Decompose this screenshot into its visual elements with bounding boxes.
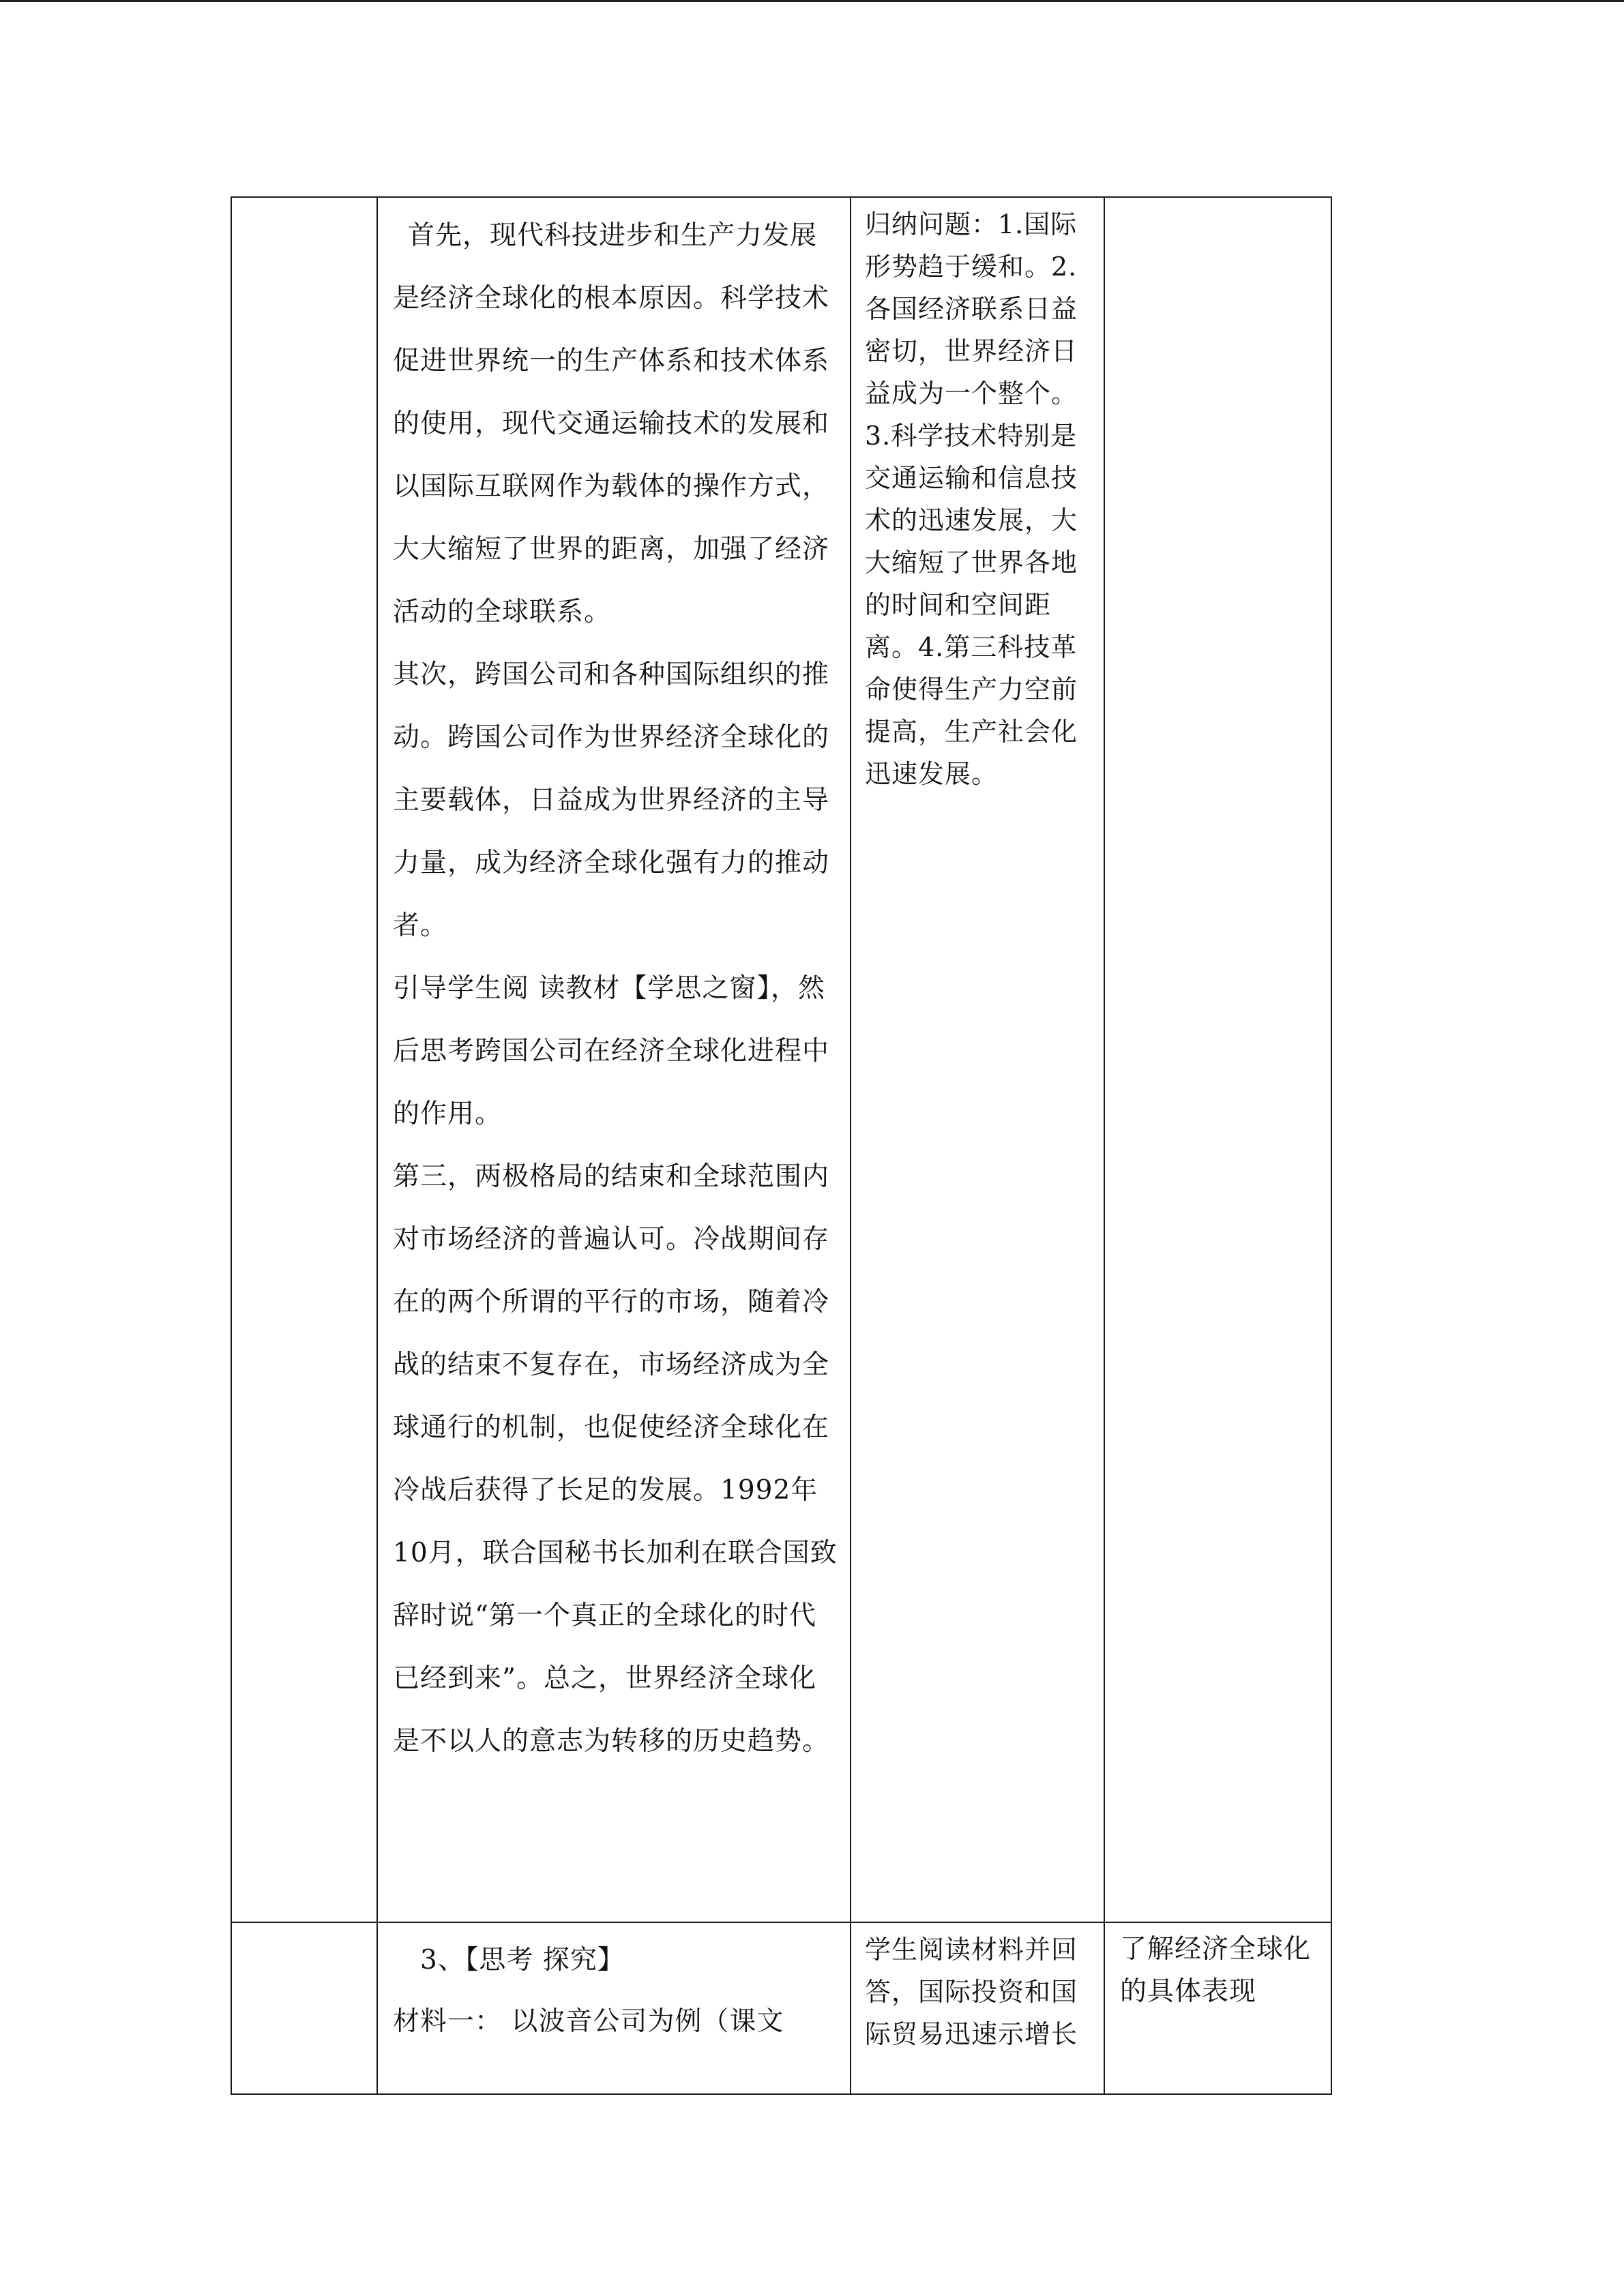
material-paragraph: 材料一： 以波音公司为例（课文 (393, 2006, 784, 2037)
table-row (231, 1922, 1331, 2094)
page-top-rule (0, 0, 1624, 2)
process-paragraph-4: 第三，两极格局的结束和全球范围内对市场经济的普遍认可。冷战期间存在的两个所谓的平行的市场，随着冷战的结束不复存在，市场经济成为全球通行的机制，也促使经济全球化在冷战后获得了长足的发展。1992年10月，联合国秘书长加利在联合国致辞时说“第一个真正的全球化的时代已经到来”。总之，世界经济全球化是不以人的意志为转移的历史趋势。 (393, 1161, 838, 1757)
table-row (231, 197, 1331, 1922)
design-intent-cell (1104, 197, 1331, 1922)
student-activity-paragraph-2: 3.科学技术特别是交通运输和信息技术的迅速发展，大大缩短了世界各地的时间和空间距离。4.第三科技革命使得生产力空前提高，生产社会化迅速发展。 (865, 421, 1078, 789)
design-intent-cell (1104, 1922, 1331, 2094)
teaching-process-cell (377, 197, 851, 1922)
student-activity-paragraph-1: 归纳问题：1.国际形势趋于缓和。2.各国经济联系日益密切，世界经济日益成为一个整个。 (865, 209, 1078, 408)
design-intent-text: 了解经济全球化的具体表现 (1120, 1934, 1312, 2007)
student-activity-cell (851, 197, 1104, 1922)
student-activity-text: 学生阅读材料并回答，国际投资和国际贸易迅速示增长 (865, 1935, 1078, 2049)
teaching-process-cell (377, 1922, 851, 2094)
process-paragraph-2: 其次，跨国公司和各种国际组织的推动。跨国公司作为世界经济全球化的主要载体，日益成为世界经济的主导力量，成为经济全球化强有力的推动者。 (393, 659, 830, 941)
stage-cell (231, 1922, 377, 2094)
lesson-plan-table (231, 196, 1332, 2095)
process-paragraph-1: 首先，现代科技进步和生产力发展是经济全球化的根本原因。科学技术促进世界统一的生产体系和技术体系的使用，现代交通运输技术的发展和以国际互联网作为载体的操作方式，大大缩短了世界的距离，加强了经济活动的全球联系。 (393, 220, 830, 627)
process-paragraph-3: 引导学生阅 读教材【学思之窗】，然后思考跨国公司在经济全球化进程中的作用。 (393, 973, 830, 1129)
section-heading: 3、【思考 探究】 (420, 1945, 625, 1976)
student-activity-cell (851, 1922, 1104, 2094)
stage-cell (231, 197, 377, 1922)
